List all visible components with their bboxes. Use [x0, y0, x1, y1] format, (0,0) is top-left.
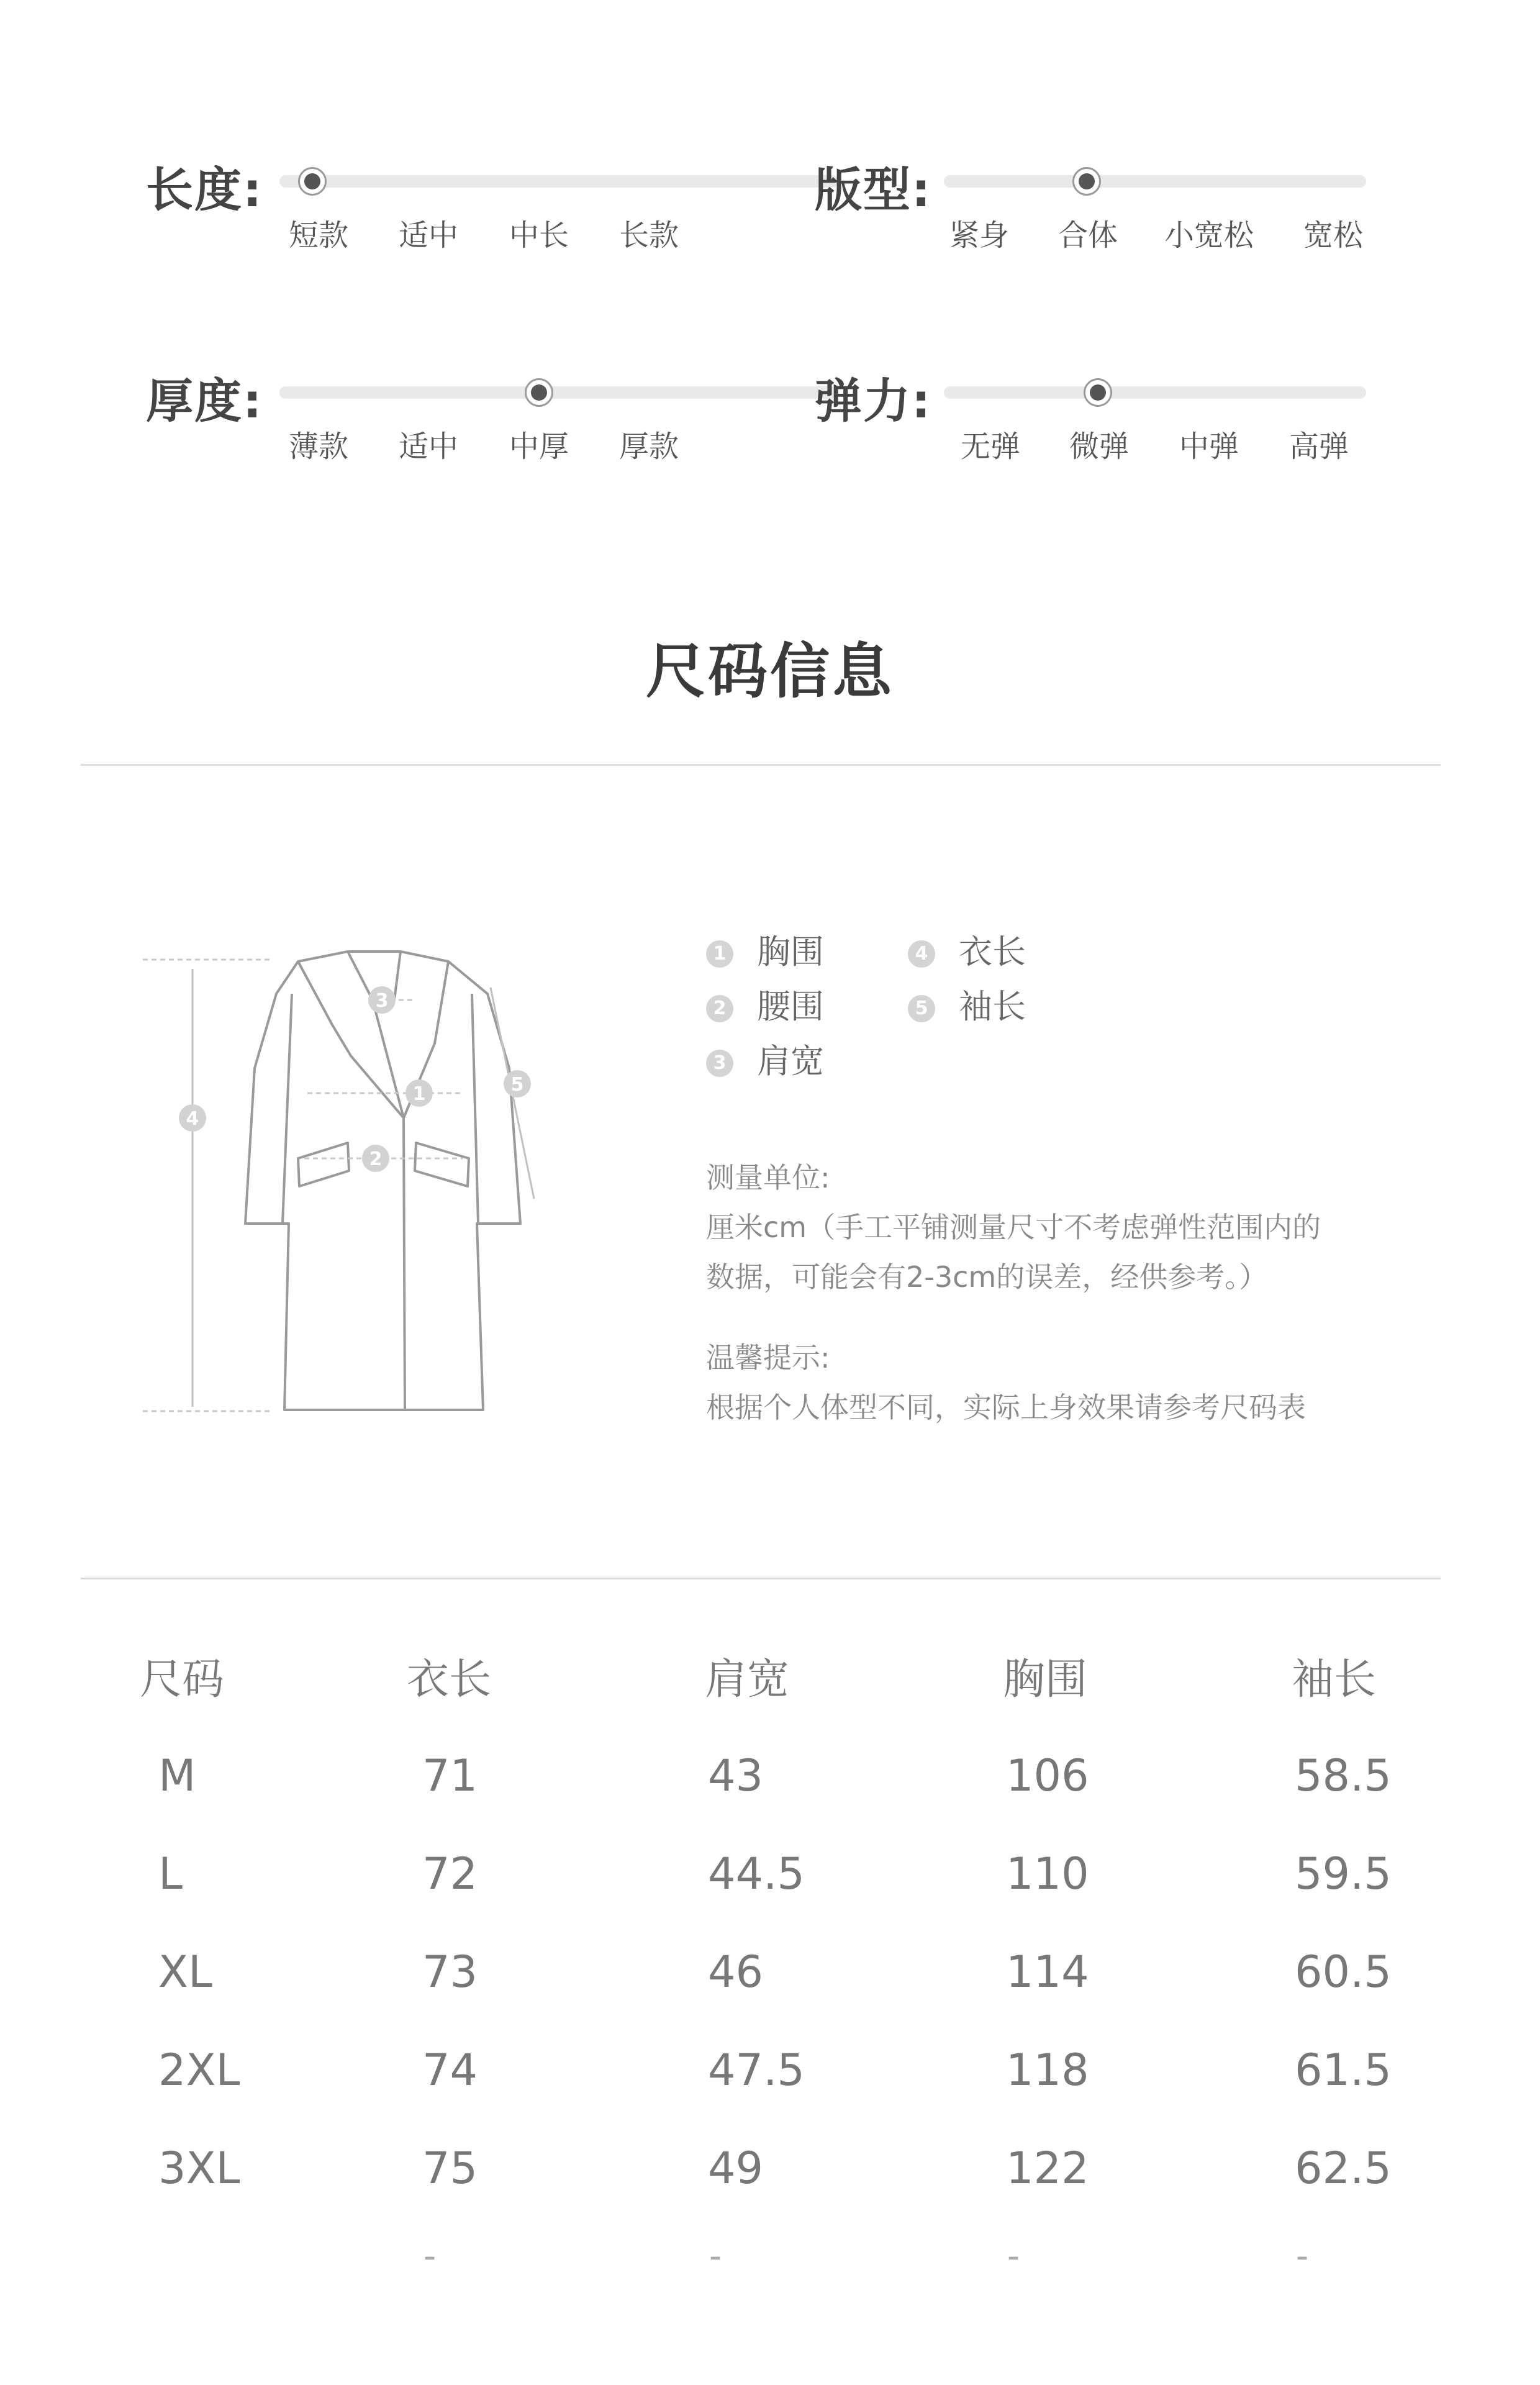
divider: [81, 764, 1441, 766]
table-cell: 49: [708, 2143, 764, 2194]
diagram-marker-4: [179, 1104, 206, 1132]
tip-title: 温馨提示:: [706, 1341, 830, 1374]
table-cell: 106: [1006, 1750, 1089, 1801]
coat-body: [245, 952, 520, 1410]
divider: [81, 1578, 1441, 1579]
table-cell: 44.5: [708, 1848, 805, 1899]
attribute-option: 适中: [398, 429, 458, 464]
attribute-thickness: [146, 363, 705, 488]
coat-measurement-diagram: [137, 925, 571, 1422]
table-cell: 47.5: [708, 2045, 805, 2096]
table-cell: 74: [422, 2045, 478, 2096]
attribute-knob: [525, 378, 553, 407]
attribute-option: 紧身: [949, 218, 1009, 253]
unit-note-line: 厘米cm（手工平铺测量尺寸不考虑弹性范围内的: [706, 1211, 1321, 1244]
legend-label: 袖长: [959, 987, 1026, 1026]
attribute-option: 宽松: [1303, 218, 1363, 253]
attribute-fit: [815, 152, 1374, 276]
legend-number: 5: [908, 995, 935, 1022]
legend-number: 4: [908, 940, 935, 968]
table-cell: 73: [422, 1947, 478, 1997]
table-cell: 3XL: [158, 2143, 240, 2194]
legend-label: 肩宽: [757, 1042, 824, 1081]
attribute-option: 合体: [1058, 218, 1118, 253]
diagram-marker-2: [362, 1145, 389, 1172]
attribute-knob: [1072, 167, 1101, 196]
section-title: 尺码信息: [646, 637, 894, 706]
table-header-sleeve: 袖长: [1292, 1655, 1377, 1704]
table-cell: 60.5: [1295, 1947, 1392, 1997]
table-cell: 58.5: [1295, 1750, 1392, 1801]
table-cell: 110: [1006, 1848, 1089, 1899]
svg-text:4: 4: [186, 1108, 199, 1130]
legend-item-sleeve: [908, 980, 1026, 1028]
attribute-option: 无弹: [960, 429, 1020, 464]
table-cell: -: [424, 2236, 437, 2276]
coat-pocket-right: [415, 1143, 469, 1186]
attribute-knob: [298, 167, 327, 196]
table-cell: 71: [422, 1750, 478, 1801]
table-cell: M: [158, 1750, 196, 1801]
svg-text:1: 1: [412, 1083, 426, 1105]
attribute-track: [944, 175, 1366, 188]
legend-number: 2: [706, 995, 733, 1022]
legend-label: 衣长: [959, 932, 1026, 971]
attribute-option: 微弹: [1069, 429, 1129, 464]
table-cell: -: [1007, 2236, 1020, 2276]
table-cell: 118: [1006, 2045, 1089, 2096]
attribute-option: 中长: [509, 218, 569, 253]
attribute-option: 高弹: [1289, 429, 1349, 464]
diagram-marker-5: [504, 1070, 531, 1097]
legend-label: 胸围: [757, 932, 824, 971]
attribute-label: 弹力:: [815, 373, 932, 429]
tip-note-line: 根据个人体型不同，实际上身效果请参考尺码表: [706, 1391, 1306, 1424]
svg-text:2: 2: [369, 1148, 383, 1170]
coat-pocket-left: [298, 1143, 349, 1186]
attribute-elasticity: [815, 363, 1374, 488]
attribute-option: 厚款: [618, 429, 679, 464]
attribute-length: [146, 152, 705, 276]
legend-label: 腰围: [757, 987, 824, 1026]
attribute-track: [279, 386, 838, 399]
attribute-option: 中厚: [509, 429, 569, 464]
table-cell: L: [158, 1848, 183, 1899]
table-cell: 72: [422, 1848, 478, 1899]
table-header-length: 衣长: [407, 1655, 492, 1704]
attribute-option: 小宽松: [1164, 218, 1254, 253]
diagram-marker-3: [368, 986, 396, 1014]
table-cell: 43: [708, 1750, 764, 1801]
legend-item-waist: [706, 980, 824, 1028]
table-cell: 75: [422, 2143, 478, 2194]
table-cell: -: [1296, 2236, 1309, 2276]
table-cell: 2XL: [158, 2045, 240, 2096]
unit-note-line: 数据，可能会有2-3cm的误差，经供参考。）: [706, 1260, 1268, 1294]
legend-number: 3: [706, 1050, 733, 1077]
table-header-shoulder: 肩宽: [705, 1655, 790, 1704]
legend-item-shoulder: [706, 1035, 824, 1083]
table-header-chest: 胸围: [1003, 1655, 1088, 1704]
svg-text:5: 5: [510, 1074, 524, 1096]
diagram-marker-1: [405, 1079, 433, 1107]
table-cell: 122: [1006, 2143, 1089, 2194]
table-cell: XL: [158, 1947, 212, 1997]
table-cell: 114: [1006, 1947, 1089, 1997]
attribute-label: 版型:: [815, 162, 932, 217]
table-cell: -: [709, 2236, 722, 2276]
attribute-track: [944, 386, 1366, 399]
legend-item-chest: [706, 925, 824, 973]
attribute-option: 长款: [618, 218, 679, 253]
table-cell: 59.5: [1295, 1848, 1392, 1899]
table-header-size: 尺码: [140, 1655, 225, 1704]
svg-text:3: 3: [375, 990, 389, 1012]
attribute-knob: [1084, 378, 1112, 407]
attribute-label: 长度:: [146, 162, 263, 217]
attribute-option: 中弹: [1179, 429, 1239, 464]
attribute-option: 薄款: [288, 429, 348, 464]
attribute-track: [279, 175, 838, 188]
table-cell: 46: [708, 1947, 764, 1997]
table-cell: 61.5: [1295, 2045, 1392, 2096]
unit-title: 测量单位:: [706, 1161, 830, 1194]
attribute-option: 适中: [398, 218, 458, 253]
table-cell: 62.5: [1295, 2143, 1392, 2194]
legend-item-length: [908, 925, 1026, 973]
attribute-option: 短款: [288, 218, 348, 253]
legend-number: 1: [706, 940, 733, 968]
attribute-label: 厚度:: [146, 373, 263, 429]
